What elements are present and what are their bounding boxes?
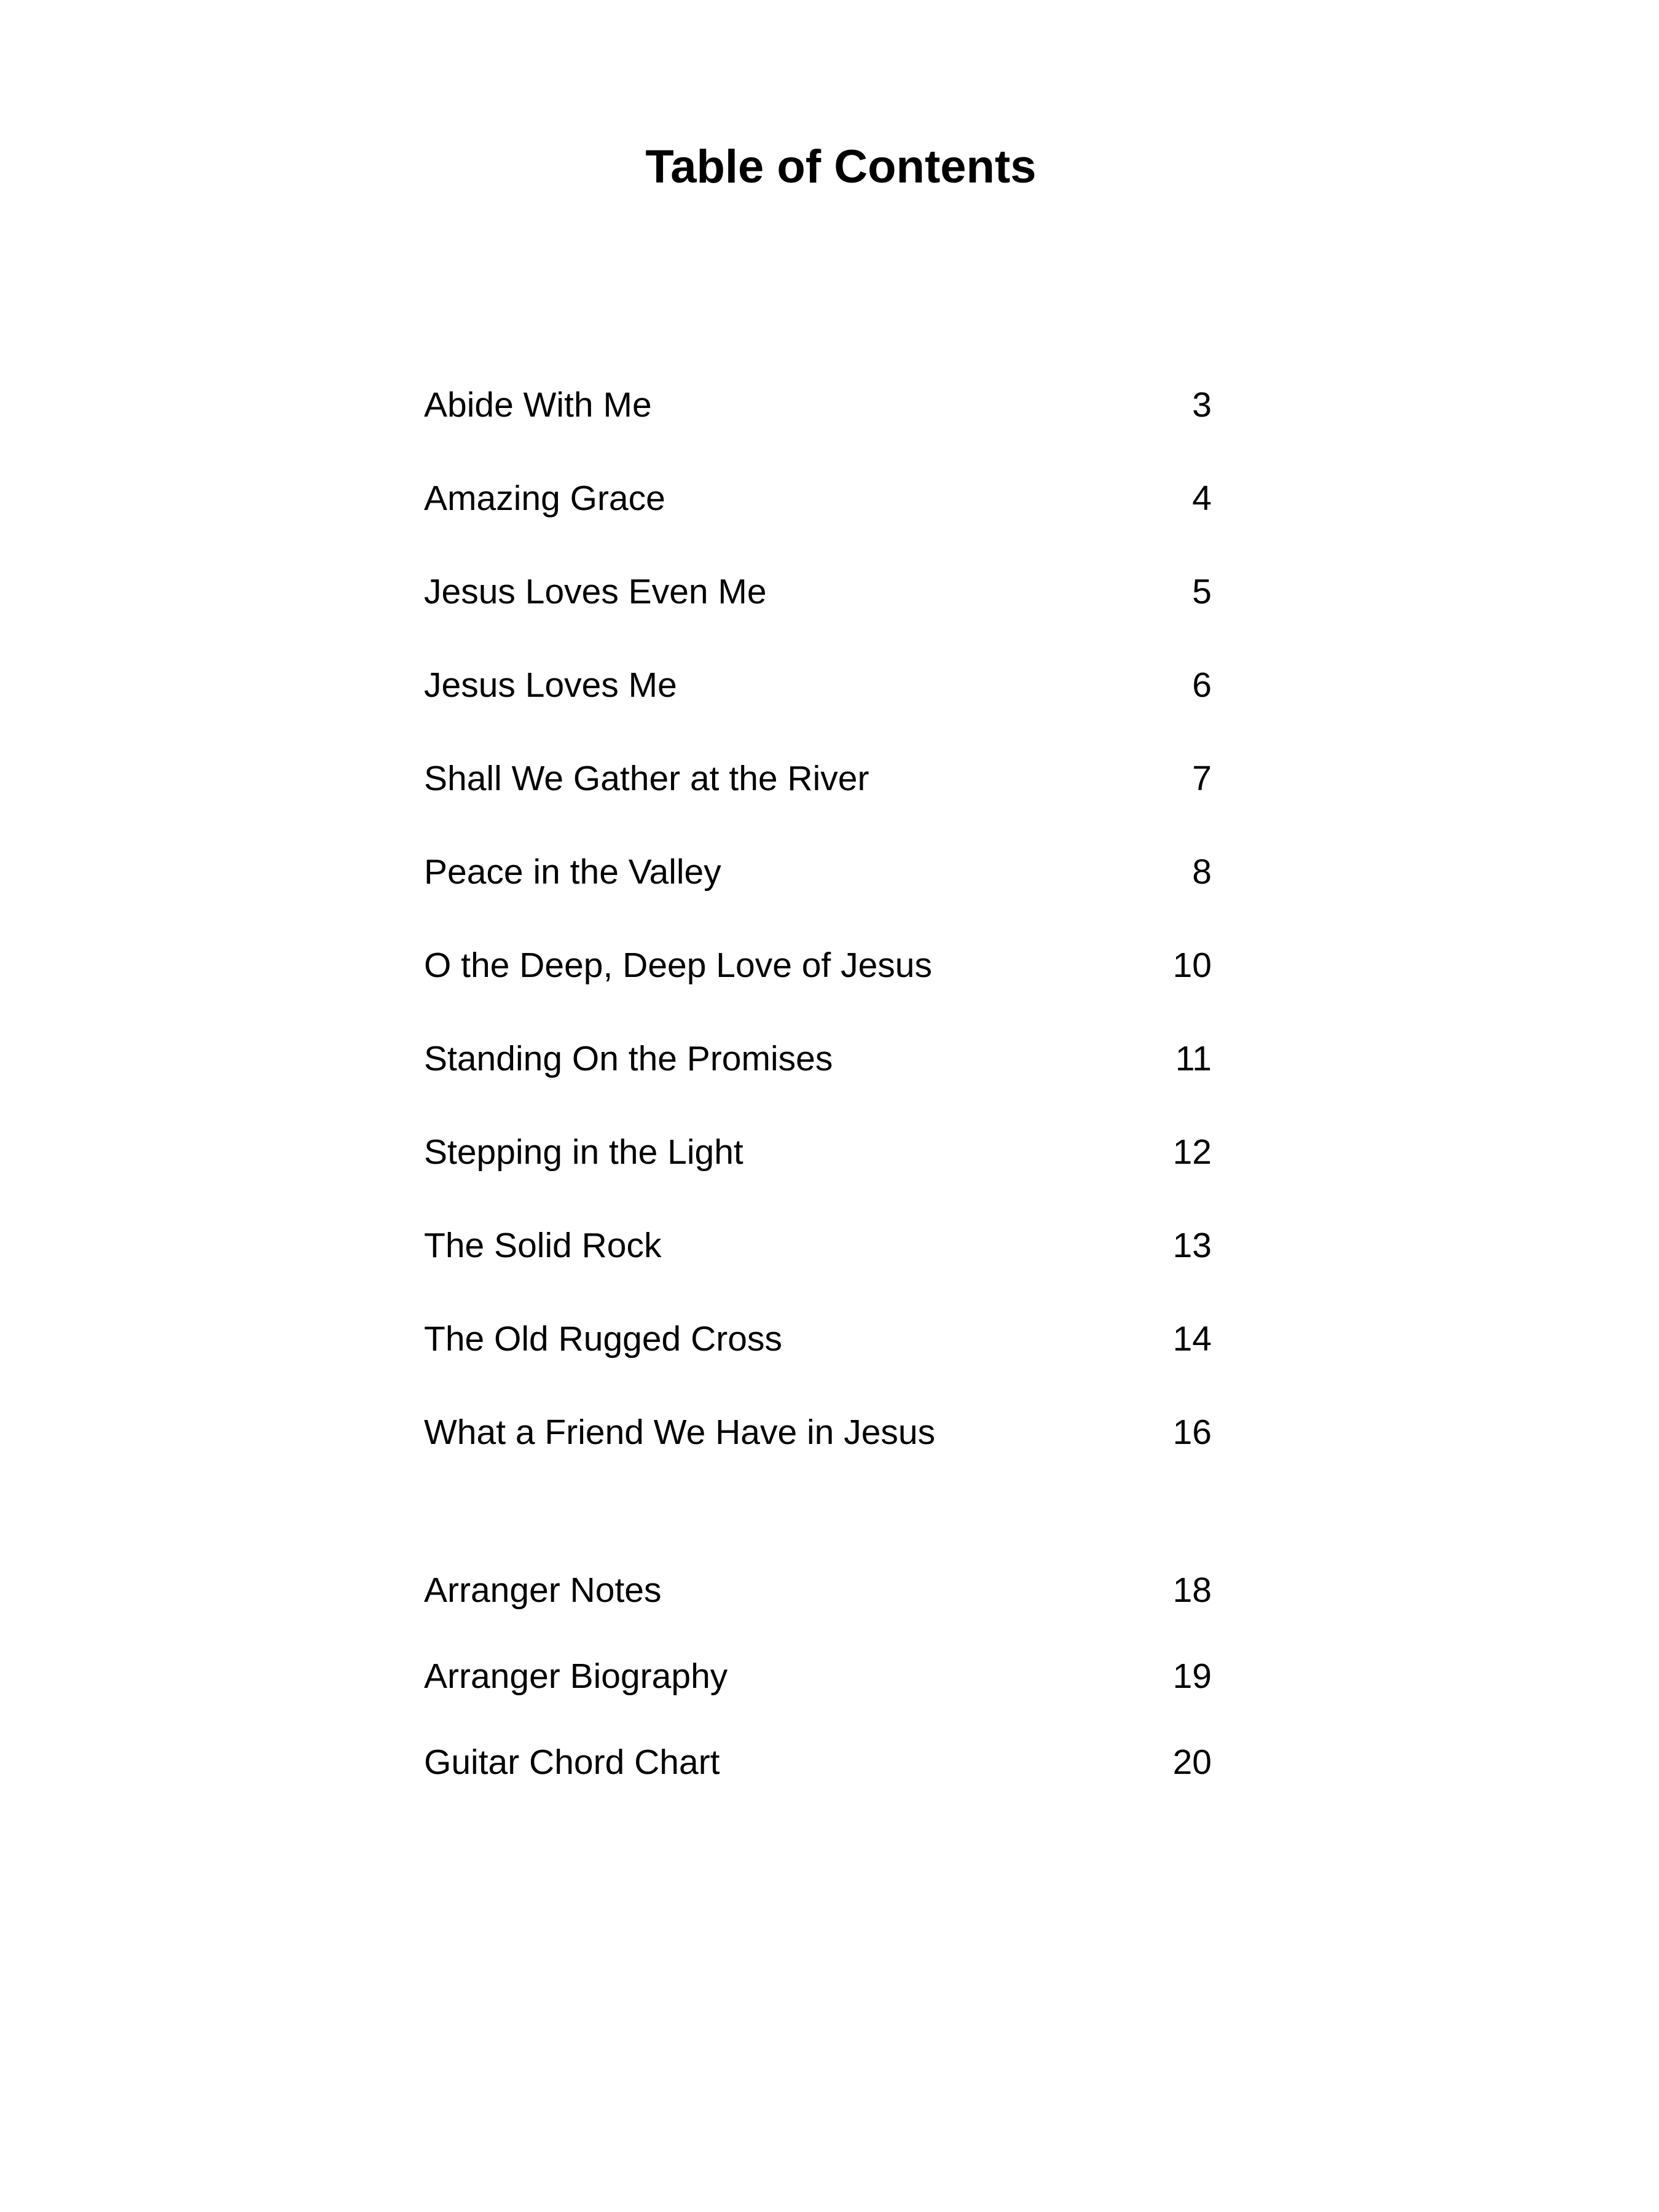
toc-entry-title: Shall We Gather at the River [424, 759, 869, 798]
toc-entry-page: 19 [1172, 1657, 1212, 1696]
toc-entry [424, 1547, 1212, 1633]
song-list [424, 358, 1212, 1479]
toc-entry-page: 18 [1172, 1571, 1212, 1610]
toc-entry-page: 16 [1172, 1413, 1212, 1452]
toc-entry-page: 13 [1172, 1226, 1212, 1265]
toc-entry-page: 7 [1192, 759, 1212, 798]
toc-entry [424, 1199, 1212, 1292]
toc-entry-page: 6 [1192, 665, 1212, 705]
toc-entry [424, 1105, 1212, 1199]
toc-entry [424, 825, 1212, 919]
toc-entry-title: Stepping in the Light [424, 1132, 743, 1172]
toc-entry-title: Arranger Biography [424, 1657, 728, 1696]
toc-entry-title: Abide With Me [424, 385, 652, 425]
toc-entry [424, 1386, 1212, 1479]
page-title: Table of Contents [645, 141, 1037, 193]
toc-entry-title: Arranger Notes [424, 1571, 662, 1610]
toc-entry-page: 11 [1175, 1039, 1212, 1078]
toc-entry-page: 12 [1172, 1132, 1212, 1172]
toc-entry-title: Peace in the Valley [424, 852, 721, 892]
toc-entry-title: Jesus Loves Even Me [424, 572, 767, 611]
toc-entry-page: 14 [1172, 1319, 1212, 1359]
toc-entry-page: 3 [1192, 385, 1212, 425]
toc-entry-page: 20 [1172, 1743, 1212, 1782]
toc-entry-title: The Solid Rock [424, 1226, 662, 1265]
toc-entry [424, 1633, 1212, 1719]
toc-entry-page: 10 [1172, 946, 1212, 985]
toc-entry-title: Standing On the Promises [424, 1039, 833, 1078]
toc-entry-title: The Old Rugged Cross [424, 1319, 782, 1359]
toc-entry-page: 5 [1192, 572, 1212, 611]
toc-entry [424, 358, 1212, 452]
toc-entry [424, 1012, 1212, 1105]
toc-entry-page: 8 [1192, 852, 1212, 892]
toc-entry [424, 452, 1212, 545]
appendix-list [424, 1547, 1212, 1805]
toc-entry [424, 545, 1212, 638]
toc-entry-title: O the Deep, Deep Love of Jesus [424, 946, 933, 985]
toc-entry-title: Guitar Chord Chart [424, 1743, 720, 1782]
toc-entry-title: What a Friend We Have in Jesus [424, 1413, 936, 1452]
toc-entry [424, 919, 1212, 1012]
toc-entry-title: Jesus Loves Me [424, 665, 677, 705]
toc-entry [424, 1292, 1212, 1386]
toc-entry-page: 4 [1192, 479, 1212, 518]
toc-entry [424, 732, 1212, 825]
toc-entry [424, 1719, 1212, 1805]
toc-entry-title: Amazing Grace [424, 479, 665, 518]
toc-entry [424, 638, 1212, 732]
